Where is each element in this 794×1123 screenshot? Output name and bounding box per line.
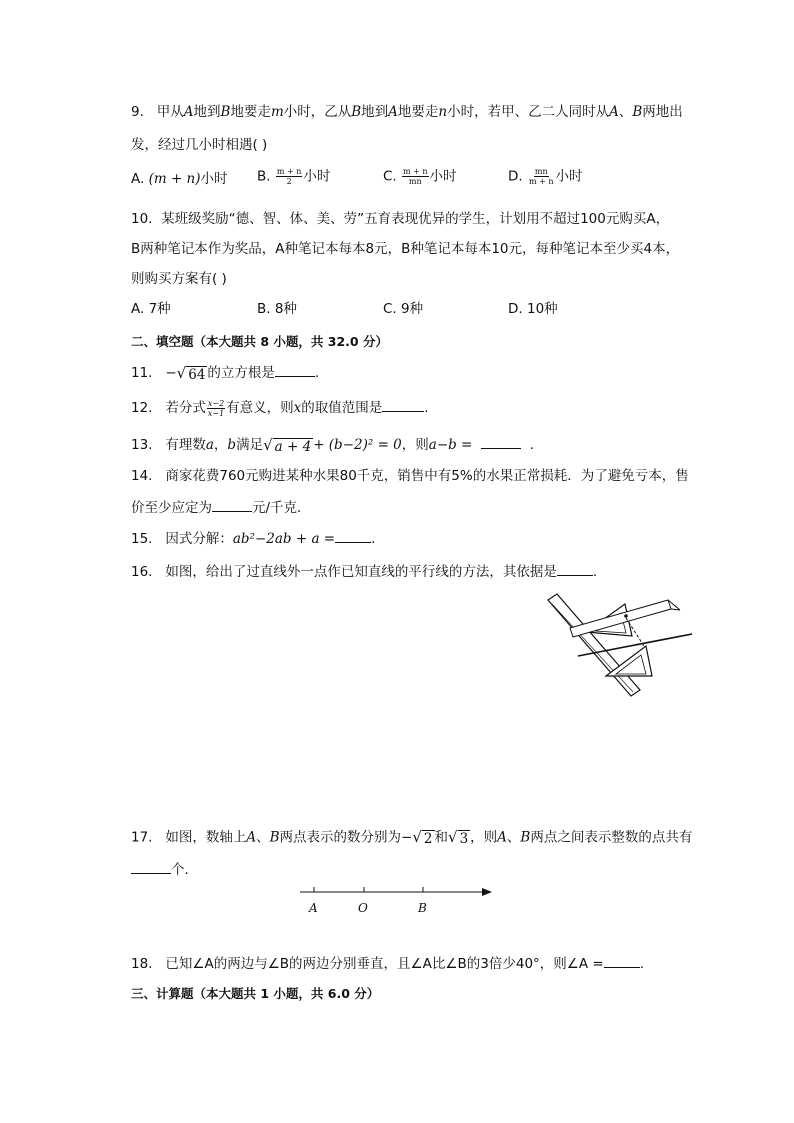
number-line <box>296 882 496 918</box>
q15: 15. 因式分解：ab²−2ab + a = . <box>131 531 376 547</box>
parallel-line-figure <box>540 590 700 702</box>
q13: 13. 有理数a，b满足 √ a + 4 + (b−2)² = 0，则a−b = . <box>131 435 534 455</box>
answer-blank[interactable] <box>275 363 315 377</box>
q10-line3: 则购买方案有( ) <box>131 271 227 287</box>
q9-line2: 发，经过几小时相遇( ) <box>131 137 268 153</box>
sqrt-symbol: √ a + 4 <box>263 435 312 455</box>
q9-option-a[interactable]: A. (m + n)小时 <box>131 171 228 187</box>
arrow-icon <box>482 888 492 896</box>
q12: 12. 若分式 $\frac{x-2}{x-1}$ 有意义，则x的取值范围是 . <box>131 398 429 418</box>
answer-blank[interactable] <box>212 498 252 512</box>
q16: 16. 如图，给出了过直线外一点作已知直线的平行线的方法，其依据是 . <box>131 564 598 580</box>
section-fill-in-heading: 二、填空题（本大题共 8 小题，共 32.0 分） <box>131 334 388 349</box>
label-o: O <box>358 901 368 915</box>
q14-line1: 14. 商家花费760元购进某种水果80千克，销售中有5%的水果正常损耗．为了避免亏本，售 <box>131 468 689 484</box>
q17-line2: 个． <box>131 860 198 879</box>
q10-option-d[interactable]: D. 10种 <box>508 301 558 317</box>
q10-line2: B两种笔记本作为奖品，A种笔记本每本8元，B种笔记本每本10元，每种笔记本至少买4本， <box>131 241 680 257</box>
answer-blank[interactable] <box>335 529 371 543</box>
q10-option-a[interactable]: A. 7种 <box>131 301 171 317</box>
q10-option-b[interactable]: B. 8种 <box>257 301 297 317</box>
sqrt-symbol: √ 2 <box>412 828 433 847</box>
q10-line1: 10. 某班级奖励“德、智、体、美、劳”五育表现优异的学生，计划用不超过100元购买A， <box>131 211 670 227</box>
answer-blank[interactable] <box>131 860 171 874</box>
sqrt-symbol: √ 64 <box>176 363 206 383</box>
q14-line2: 价至少应定为 元/千克． <box>131 500 311 516</box>
q18: 18. 已知∠A的两边与∠B的两边分别垂直，且∠A比∠B的3倍少40°，则∠A = . <box>131 956 645 972</box>
q9-option-c[interactable]: C. $\frac{m + n}{mn}$ 小时 <box>383 167 457 186</box>
q9-line1: 9. 甲从A地到B地要走m小时，乙从B地到A地要走n小时，若甲、乙二人同时从A、B两地出 <box>131 104 683 120</box>
sqrt-symbol: √ 3 <box>448 828 469 847</box>
q11: 11. − √ 64 的立方根是 . <box>131 363 320 383</box>
q9-option-d[interactable]: D. $\frac{mn}{m + n}$ 小时 <box>508 167 583 186</box>
label-a: A <box>309 901 318 915</box>
q17-line1: 17. 如图，数轴上A、B两点表示的数分别为− √ 2 和 √ 3 ，则A、B两点之间表示整数的点共有 <box>131 828 693 847</box>
section-calculation-heading: 三、计算题（本大题共 1 小题，共 6.0 分） <box>131 986 380 1001</box>
answer-blank[interactable] <box>557 562 593 576</box>
q9-option-b[interactable]: B. $\frac{m + n}{2}$ 小时 <box>257 167 331 186</box>
answer-blank[interactable] <box>382 398 424 412</box>
answer-blank[interactable] <box>481 435 521 449</box>
point-outside-line <box>624 614 628 618</box>
label-b: B <box>418 901 427 915</box>
q10-option-c[interactable]: C. 9种 <box>383 301 424 317</box>
answer-blank[interactable] <box>604 954 640 968</box>
